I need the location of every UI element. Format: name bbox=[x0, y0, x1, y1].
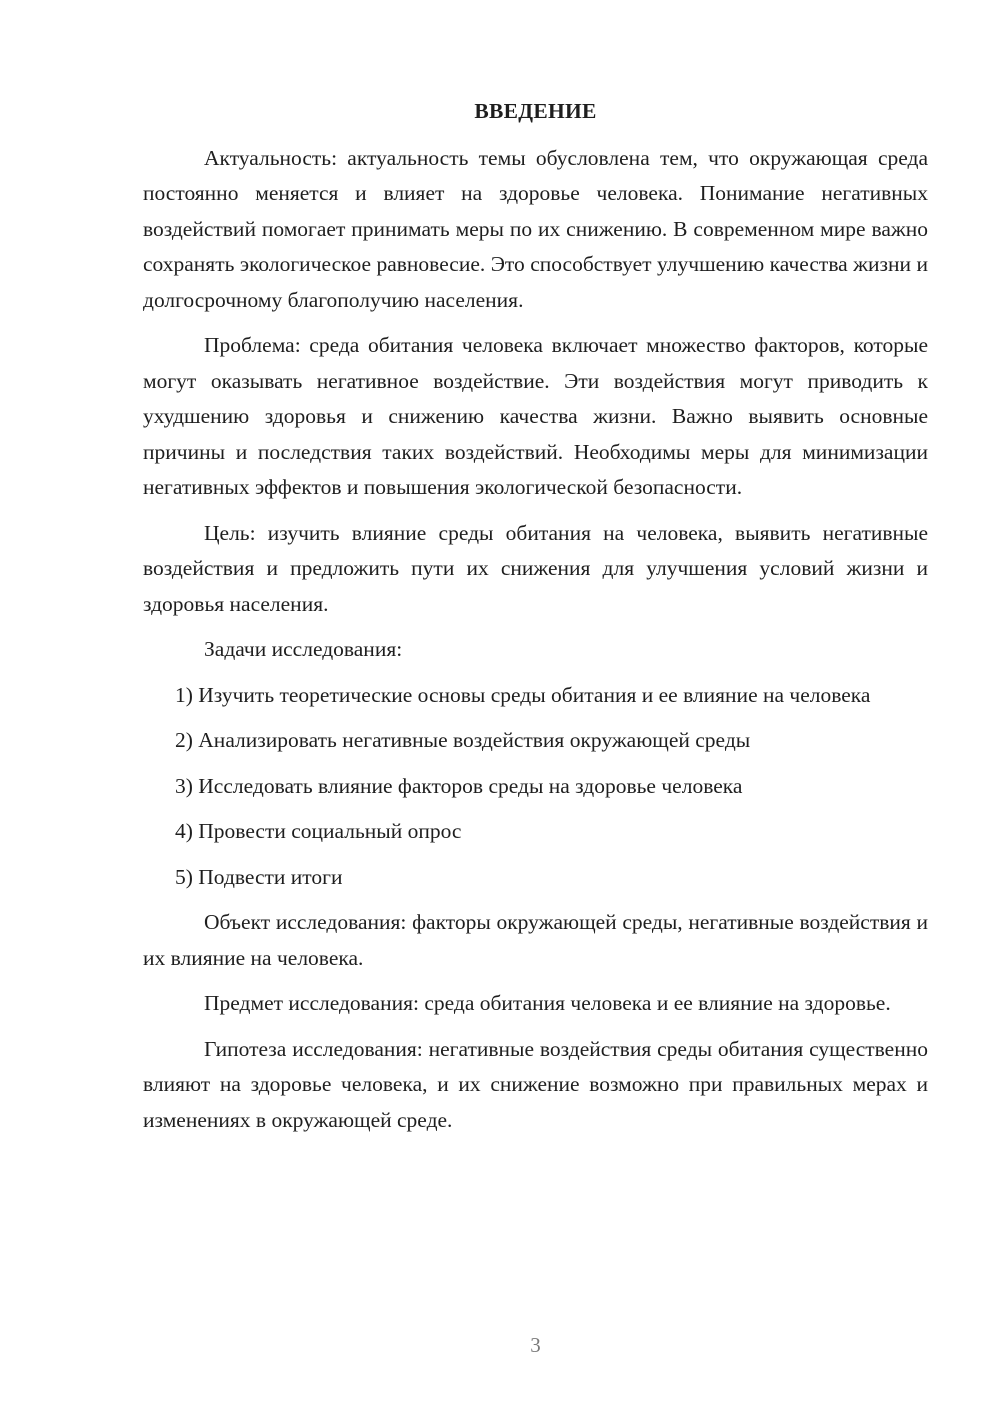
object-paragraph: Объект исследования: факторы окружающей среды, негативные воздействия и их влияние на человека. bbox=[143, 910, 928, 970]
section-title: ВВЕДЕНИЕ bbox=[474, 99, 597, 123]
tasks-heading: Задачи исследования: bbox=[204, 637, 403, 661]
page-content bbox=[143, 94, 928, 1138]
problem-paragraph: Проблема: среда обитания человека включает множество факторов, которые могут оказывать негативное воздействие. Эти воздействия могут приводить к ухудшению здоровья и снижению качества жизни. Важно выявить основные причины и последствия таких воздействий. Необходимы меры для минимизации негативных эффектов и повышения экологической безопасности. bbox=[143, 333, 928, 499]
hypothesis-paragraph: Гипотеза исследования: негативные воздействия среды обитания существенно влияют на здоровье человека, и их снижение возможно при правильных мерах и изменениях в окружающей среде. bbox=[143, 1036, 928, 1132]
task-item: 1) Изучить теоретические основы среды обитания и ее влияние на человека bbox=[175, 682, 871, 707]
task-item: 5) Подвести итоги bbox=[175, 864, 343, 889]
relevance-paragraph: Актуальность: актуальность темы обусловлена тем, что окружающая среда постоянно меняется и влияет на здоровье человека. Понимание негативных воздействий помогает принимать меры по их снижению. В современном мире важно сохранять экологическое равновесие. Это способствует улучшению качества жизни и долгосрочному благополучию населения. bbox=[143, 145, 928, 312]
task-item: 2) Анализировать негативные воздействия окружающей среды bbox=[175, 728, 751, 752]
task-item: 4) Провести социальный опрос bbox=[175, 819, 462, 843]
subject-paragraph: Предмет исследования: среда обитания человека и ее влияние на здоровье. bbox=[204, 991, 891, 1015]
page-number: 3 bbox=[530, 1333, 541, 1357]
tasks-list bbox=[143, 678, 928, 896]
task-item: 3) Исследовать влияние факторов среды на здоровье человека bbox=[175, 773, 743, 798]
goal-paragraph: Цель: изучить влияние среды обитания на человека, выявить негативные воздействия и предложить пути их снижения для улучшения условий жизни и здоровья населения. bbox=[143, 520, 928, 616]
